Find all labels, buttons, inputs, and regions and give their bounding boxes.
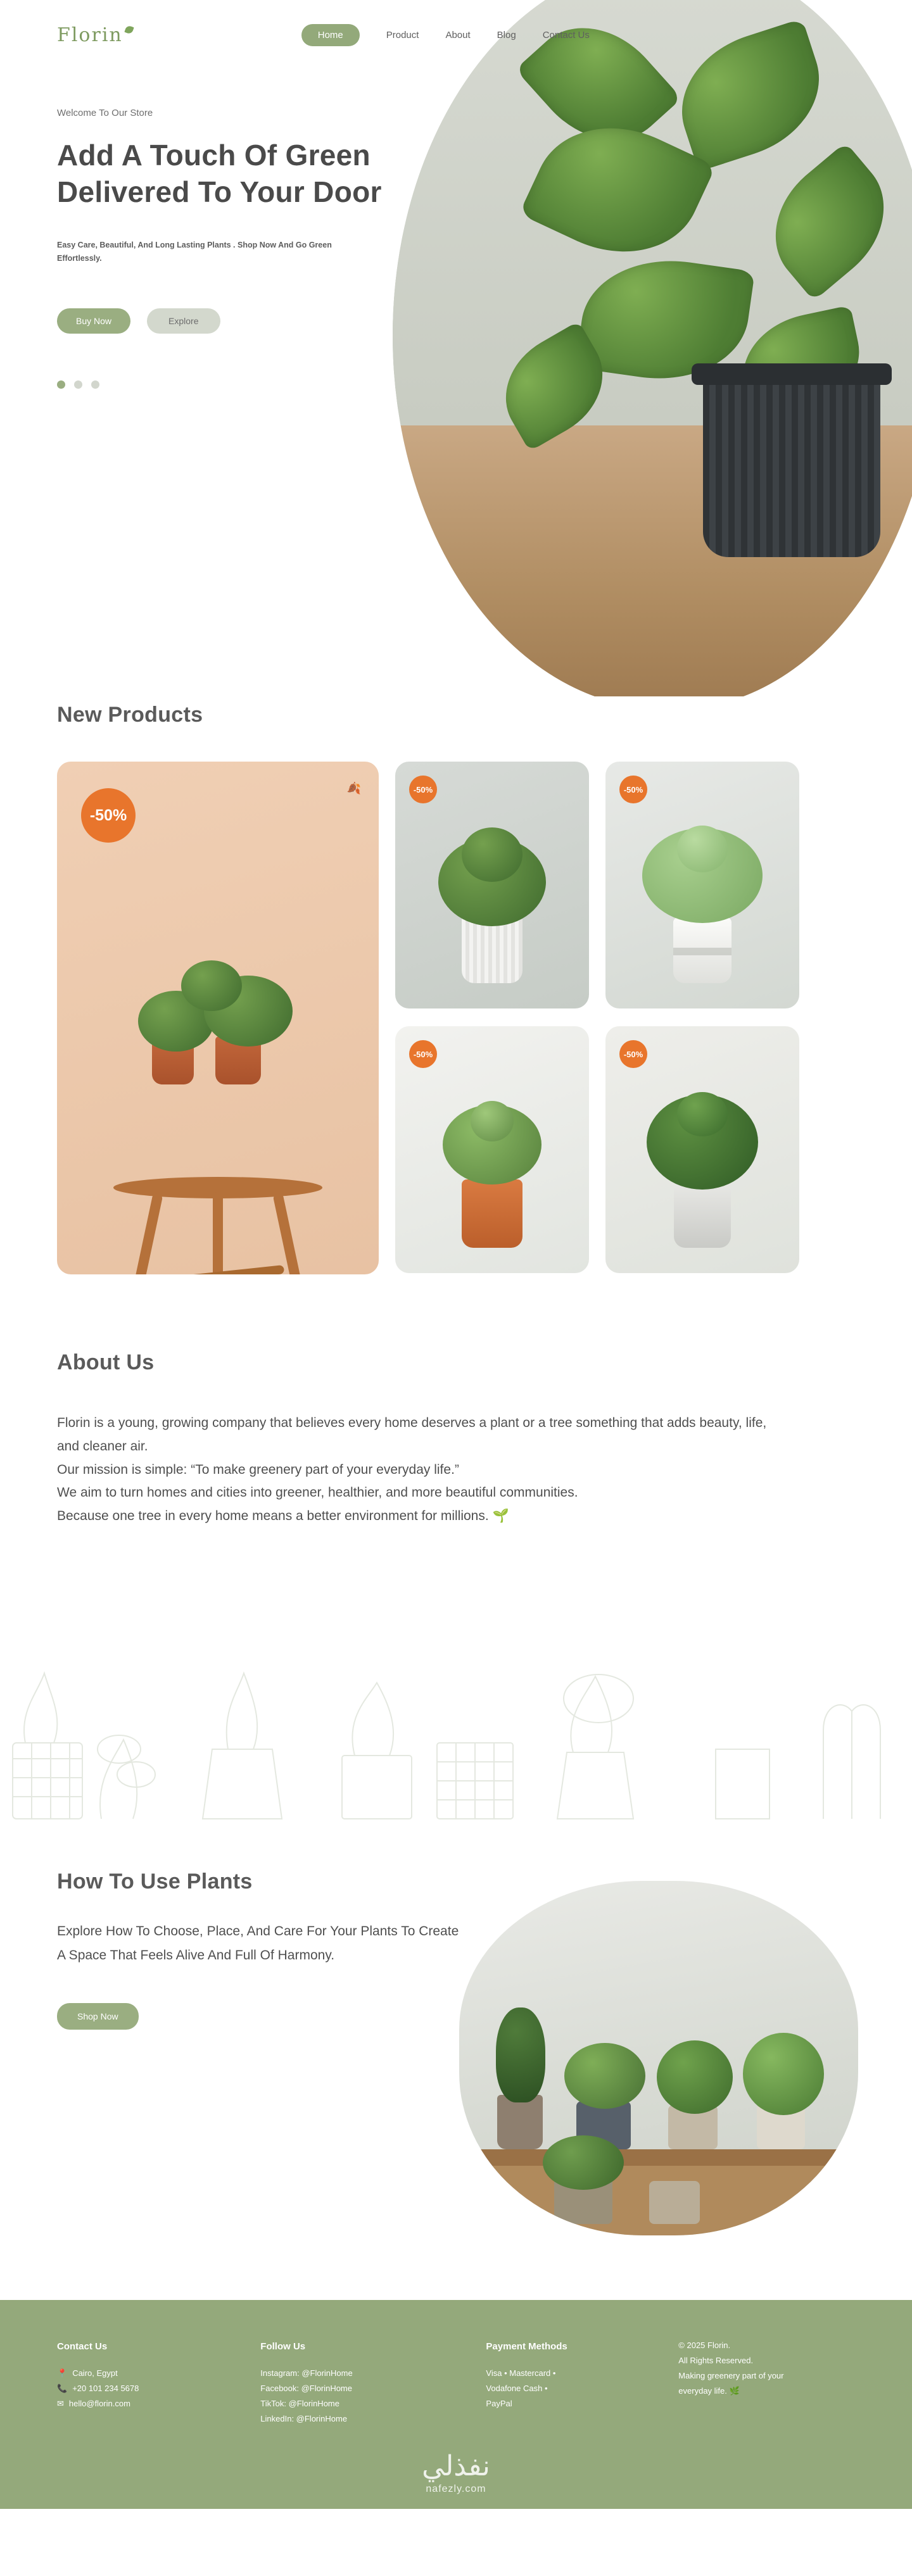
leaf-icon [124, 25, 134, 34]
watermark [422, 2450, 490, 2495]
plant-sketch-background [0, 1623, 912, 1831]
nav-item-home[interactable]: Home [301, 24, 360, 46]
footer-social-tiktok[interactable]: TikTok: @FlorinHome [260, 2398, 339, 2408]
footer-social-facebook[interactable]: Facebook: @FlorinHome [260, 2383, 352, 2393]
footer-payment-line-1: Visa • Mastercard • [486, 2368, 556, 2378]
discount-badge: -50% [81, 788, 136, 843]
hero-title: Add A Touch Of Green Delivered To Your Door [57, 139, 382, 208]
about-paragraph-3: We aim to turn homes and cities into greener, healthier, and more beautiful communities. [57, 1485, 578, 1500]
how-to-use-title: How To Use Plants [57, 1869, 253, 1894]
discount-badge: -50% [619, 1040, 647, 1068]
footer-rights: All Rights Reserved. [678, 2356, 754, 2366]
footer-phone-line[interactable] [57, 2381, 222, 2396]
shop-now-button[interactable]: Shop Now [57, 2003, 139, 2030]
plant-foliage [471, 1101, 514, 1141]
carousel-dot-1[interactable] [57, 380, 65, 389]
mail-icon: ✉ [57, 2398, 64, 2408]
plant-foliage [677, 826, 728, 872]
carousel-dots [57, 380, 450, 389]
footer-contact-heading: Contact Us [57, 2341, 108, 2352]
about-body [57, 1412, 792, 1528]
plant-foliage [181, 960, 242, 1011]
brand-logo[interactable] [57, 24, 133, 46]
footer-legal-column [678, 2338, 855, 2427]
discount-badge: -50% [619, 776, 647, 803]
carousel-dot-2[interactable] [74, 380, 82, 389]
site-footer [0, 2300, 912, 2509]
discount-badge: -50% [409, 1040, 437, 1068]
footer-follow-heading: Follow Us [260, 2341, 306, 2352]
plant-foliage [462, 827, 522, 882]
ceramic-pot [673, 917, 732, 983]
nav-item-blog[interactable]: Blog [497, 29, 516, 41]
footer-payment-line-2: Vodafone Cash • [486, 2383, 548, 2393]
footer-columns [57, 2338, 855, 2427]
hero-copy [57, 108, 450, 389]
carousel-dot-3[interactable] [91, 380, 99, 389]
hero-subtitle: Easy Care, Beautiful, And Long Lasting Plants . Shop Now And Go Green Effortlessly. [57, 240, 332, 263]
grey-pot [674, 1184, 731, 1248]
hero-image [393, 0, 912, 696]
about-paragraph-4: Because one tree in every home means a better environment for millions. 🌱 [57, 1509, 509, 1523]
footer-email: hello@florin.com [68, 2398, 130, 2408]
discount-badge: -50% [409, 776, 437, 803]
top-navigation-bar [0, 0, 912, 70]
about-paragraph-2: Our mission is simple: “To make greenery part of your everyday life.” [57, 1462, 459, 1477]
stand-leg [213, 1192, 223, 1274]
how-to-use-image [459, 1881, 858, 2235]
plant-stand [113, 1177, 322, 1198]
plant-foliage [543, 2135, 624, 2190]
footer-tagline-2: everyday life. 🌿 [678, 2386, 740, 2396]
watermark-main: نفذلي [422, 2450, 490, 2482]
plant-foliage [564, 2043, 645, 2109]
snake-plant [496, 2007, 545, 2102]
explore-button[interactable]: Explore [147, 308, 220, 334]
about-title: About Us [57, 1350, 155, 1374]
product-grid-right [395, 762, 799, 1274]
how-to-use-body: Explore How To Choose, Place, And Care For Your Plants To Create A Space That Feels Alive And Full Of Harmony. [57, 1924, 459, 1963]
footer-payment-heading: Payment Methods [486, 2341, 567, 2352]
hero-pot [703, 374, 880, 557]
new-products-title: New Products [57, 703, 203, 727]
footer-tagline-1: Making greenery part of your [678, 2371, 784, 2381]
plant-pot [649, 2181, 700, 2224]
product-grid [57, 762, 855, 1274]
footer-payment-column [486, 2338, 640, 2427]
how-to-use-section [0, 1869, 912, 2275]
hero-welcome-text: Welcome To Our Store [57, 108, 153, 118]
new-products-section [0, 703, 912, 1274]
footer-contact-column [57, 2338, 222, 2427]
stand-leg [272, 1193, 308, 1274]
brand-name: Florin [57, 23, 123, 46]
phone-icon: 📞 [57, 2383, 68, 2393]
footer-copyright: © 2025 Florin. [678, 2340, 731, 2350]
footer-address-line [57, 2366, 222, 2381]
nav-item-about[interactable]: About [445, 29, 471, 41]
leaf-icon: 🍂 [346, 782, 361, 795]
nav-item-product[interactable]: Product [386, 29, 419, 41]
footer-social-linkedin[interactable]: LinkedIn: @FlorinHome [260, 2413, 348, 2423]
product-card[interactable] [605, 762, 799, 1008]
watermark-sub: nafezly.com [426, 2484, 486, 2494]
footer-phone: +20 101 234 5678 [72, 2383, 139, 2393]
plant-pot [497, 2095, 543, 2149]
stand-leg [127, 1193, 163, 1274]
footer-payment-line-3: PayPal [486, 2398, 512, 2408]
terracotta-pot [462, 1179, 522, 1248]
about-paragraph-1: Florin is a young, growing company that believes every home deserves a plant or a tree something that adds beauty, life, and cleaner air. [57, 1416, 767, 1454]
nav-item-contact-us[interactable]: Contact Us [542, 29, 590, 41]
footer-social-instagram[interactable]: Instagram: @FlorinHome [260, 2368, 353, 2378]
plant-foliage [657, 2040, 733, 2114]
about-section [0, 1350, 912, 1831]
product-card-featured[interactable] [57, 762, 379, 1274]
hero-button-row [57, 308, 450, 334]
product-card[interactable] [605, 1026, 799, 1273]
buy-now-button[interactable]: Buy Now [57, 308, 130, 334]
plant-foliage [743, 2033, 824, 2115]
product-card[interactable] [395, 1026, 589, 1273]
footer-address: Cairo, Egypt [72, 2368, 118, 2378]
main-nav [301, 24, 590, 46]
product-card[interactable] [395, 762, 589, 1008]
shelf-upper [459, 2149, 858, 2166]
hero-section [0, 0, 912, 696]
footer-email-line[interactable] [57, 2396, 222, 2411]
hero-plant-photo [393, 0, 912, 696]
plant-foliage [677, 1092, 728, 1136]
footer-follow-column [260, 2338, 448, 2427]
location-pin-icon: 📍 [57, 2368, 68, 2378]
